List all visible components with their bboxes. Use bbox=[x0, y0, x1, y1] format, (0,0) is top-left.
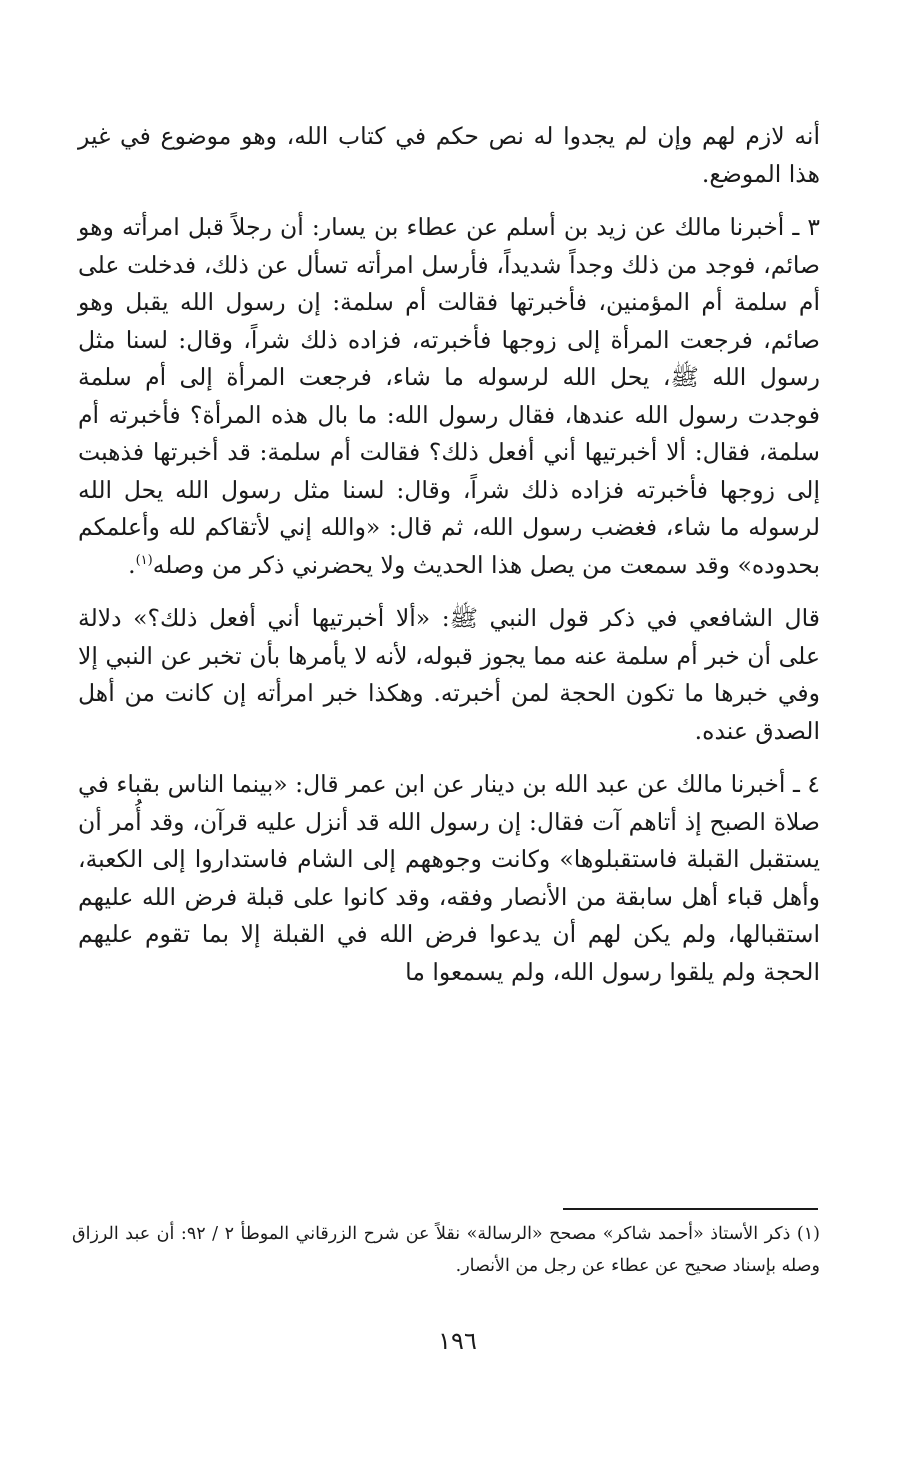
footnotes-section bbox=[72, 1218, 820, 1282]
paragraph-end-mark: . bbox=[128, 550, 136, 579]
footnote-divider bbox=[563, 1208, 818, 1210]
paragraph-shafii-comment: قال الشافعي في ذكر قول النبي ﷺ: «ألا أخبرتيها أني أفعل ذلك؟» دلالة على أن خبر أم سلمة عنه مما يجوز قبوله، لأنه لا يأمرها بأن تخبر عن النبي إلا وفي خبرها ما تكون الحجة لمن أخبرته. وهكذا خبر امرأته إن كانت من أهل الصدق عنده. bbox=[78, 604, 820, 745]
paragraph-hadith-3-text: ٣ ـ أخبرنا مالك عن زيد بن أسلم عن عطاء بن يسار: أن رجلاً قبل امرأته وهو صائم، فوجد من ذلك وجداً شديداً، فأرسل امرأته تسأل عن ذلك، فدخلت على أم سلمة أم المؤمنين، فأخبرتها فقالت أم سلمة: إن رسول الله يقبل وهو صائم، فرجعت المرأة إلى زوجها فأخبرته، فزاده ذلك شراً، وقال: لسنا مثل رسول الله ﷺ، يحل الله لرسوله ما شاء، فرجعت المرأة إلى أم سلمة فوجدت رسول الله عندها، فقال رسول الله: ما بال هذه المرأة؟ فأخبرته أم سلمة، فقال: ألا أخبرتيها أني أفعل ذلك؟ فقالت أم سلمة: قد أخبرتها فذهبت إلى زوجها فأخبرته فزاده ذلك شراً، وقال: لسنا مثل رسول الله يحل الله لرسوله ما شاء، فغضب رسول الله، ثم قال: «والله إني لأتقاكم لله وأعلمكم بحدوده» وقد سمعت من يصل هذا الحديث ولا يحضرني ذكر من وصله bbox=[78, 213, 820, 579]
paragraph-intro: أنه لازم لهم وإن لم يجدوا له نص حكم في كتاب الله، وهو موضوع في غير هذا الموضع. bbox=[78, 122, 820, 188]
footnote-reference[interactable]: (١) bbox=[135, 552, 153, 568]
paragraph-hadith-4: ٤ ـ أخبرنا مالك عن عبد الله بن دينار عن ابن عمر قال: «بينما الناس بقباء في صلاة الصبح إذ أتاهم آت فقال: إن رسول الله قد أنزل عليه قرآن، وقد أُمر أن يستقبل القبلة فاستقبلوها» وكانت وجوههم إلى الشام فاستداروا إلى الكعبة، وأهل قباء أهل سابقة من الأنصار وفقه، وقد كانوا على قبلة فرض الله عليهم استقبالها، ولم يكن لهم أن يدعوا فرض الله في القبلة إلا بما تقوم عليهم الحجة ولم يلقوا رسول الله، ولم يسمعوا ما bbox=[78, 770, 820, 986]
paragraph-hadith-3 bbox=[78, 209, 820, 584]
page-number: ١٩٦ bbox=[438, 1327, 477, 1355]
footnote-1: (١) ذكر الأستاذ «أحمد شاكر» مصحح «الرسالة» نقلاً عن شرح الزرقاني الموطأ ٢ / ٩٢: أن عبد الرزاق وصله بإسناد صحيح عن عطاء عن رجل من الأنصار. bbox=[72, 1224, 820, 1276]
main-text bbox=[78, 118, 820, 991]
